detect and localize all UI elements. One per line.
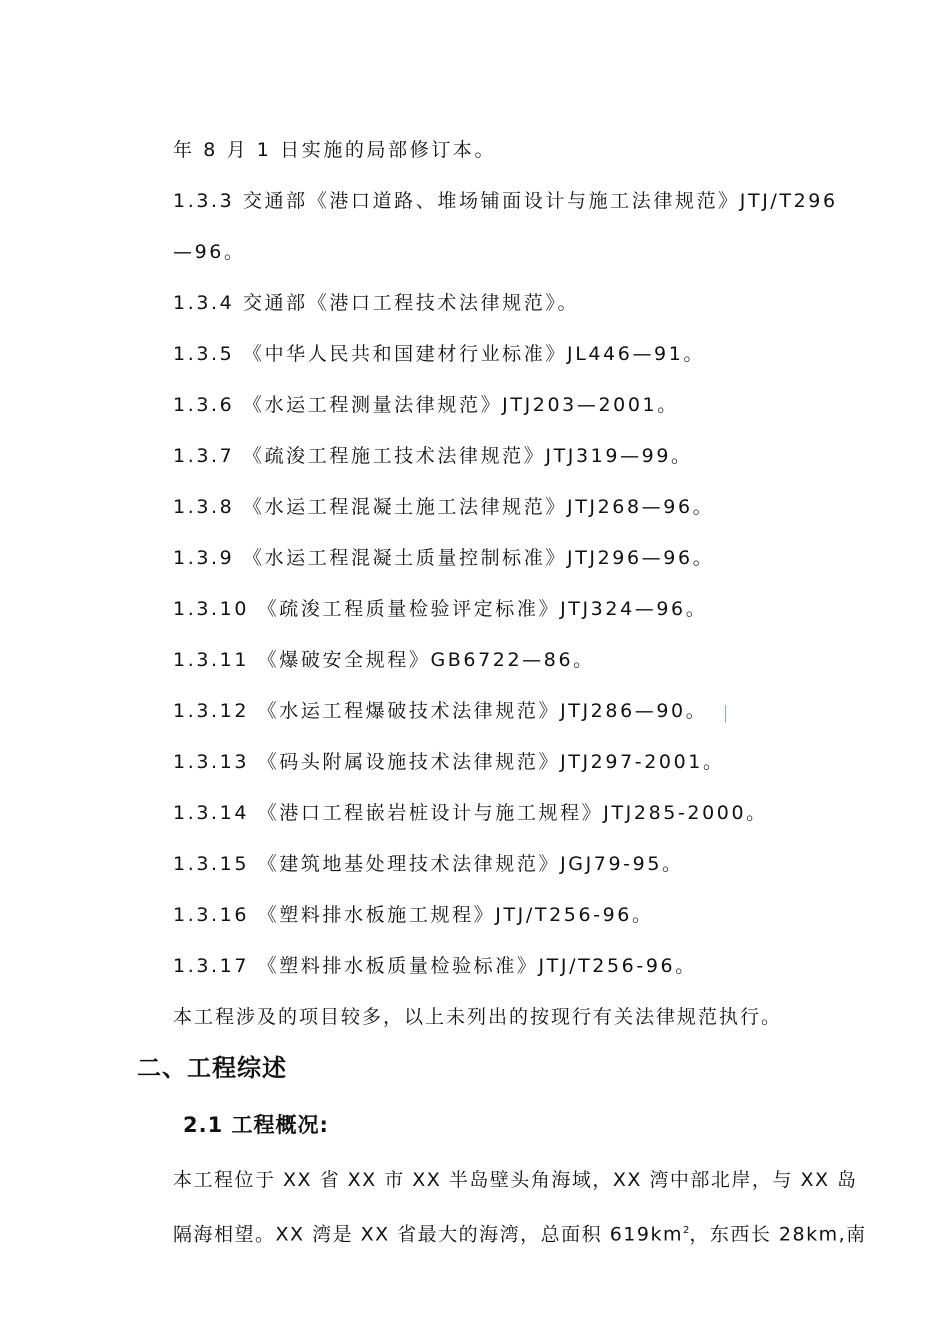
text-line: 1.3.13 《码头附属设施技术法律规范》JTJ297-2001。 xyxy=(173,751,725,773)
text-line: 1.3.6 《水运工程测量法律规范》JTJ203—2001。 xyxy=(173,394,679,416)
text-line: 1.3.15 《建筑地基处理技术法律规范》JGJ79-95。 xyxy=(173,853,684,875)
text-line: 1.3.17 《塑料排水板质量检验标准》JTJ/T256-96。 xyxy=(173,955,697,977)
body-text: 隔海相望。XX 湾是 XX 省最大的海湾，总面积 619km xyxy=(173,1223,684,1246)
text-line: 1.3.16 《塑料排水板施工规程》JTJ/T256-96。 xyxy=(173,904,654,926)
text-line: 1.3.11 《爆破安全规程》GB6722—86。 xyxy=(173,649,595,671)
text-line: 1.3.10 《疏浚工程质量检验评定标准》JTJ324—96。 xyxy=(173,598,708,620)
sub-heading: 2.1 工程概况: xyxy=(183,1113,329,1137)
text-line: 1.3.9 《水运工程混凝土质量控制标准》JTJ296—96。 xyxy=(173,547,715,569)
text-line: —96。 xyxy=(173,241,246,263)
text-line: 年 8 月 1 日实施的局部修订本。 xyxy=(173,139,497,161)
text-line: 1.3.12 《水运工程爆破技术法律规范》JTJ286—90。 xyxy=(173,700,708,722)
text-line: 1.3.7 《疏浚工程施工技术法律规范》JTJ319—99。 xyxy=(173,445,693,467)
text-line: 1.3.4 交通部《港口工程技术法律规范》。 xyxy=(173,292,580,314)
body-text: ，东西长 28km,南 xyxy=(689,1223,867,1246)
section-heading: 二、工程综述 xyxy=(137,1054,287,1082)
text-line: 1.3.8 《水运工程混凝土施工法律规范》JTJ268—96。 xyxy=(173,496,715,518)
body-line xyxy=(173,1219,867,1246)
text-line: 1.3.3 交通部《港口道路、堆场铺面设计与施工法律规范》JTJ/T296 xyxy=(173,190,838,212)
superscript: 2 xyxy=(683,1225,690,1236)
text-line: 1.3.5 《中华人民共和国建材行业标准》JL446—91。 xyxy=(173,343,706,365)
text-line: 本工程涉及的项目较多，以上未列出的按现行有关法律规范执行。 xyxy=(173,1006,783,1028)
text-line: 1.3.14 《港口工程嵌岩桩设计与施工规程》JTJ285-2000。 xyxy=(173,802,768,824)
body-line: 本工程位于 XX 省 XX 市 XX 半岛壁头角海域，XX 湾中部北岸，与 XX 岛 xyxy=(173,1169,858,1191)
text-cursor xyxy=(725,705,726,723)
